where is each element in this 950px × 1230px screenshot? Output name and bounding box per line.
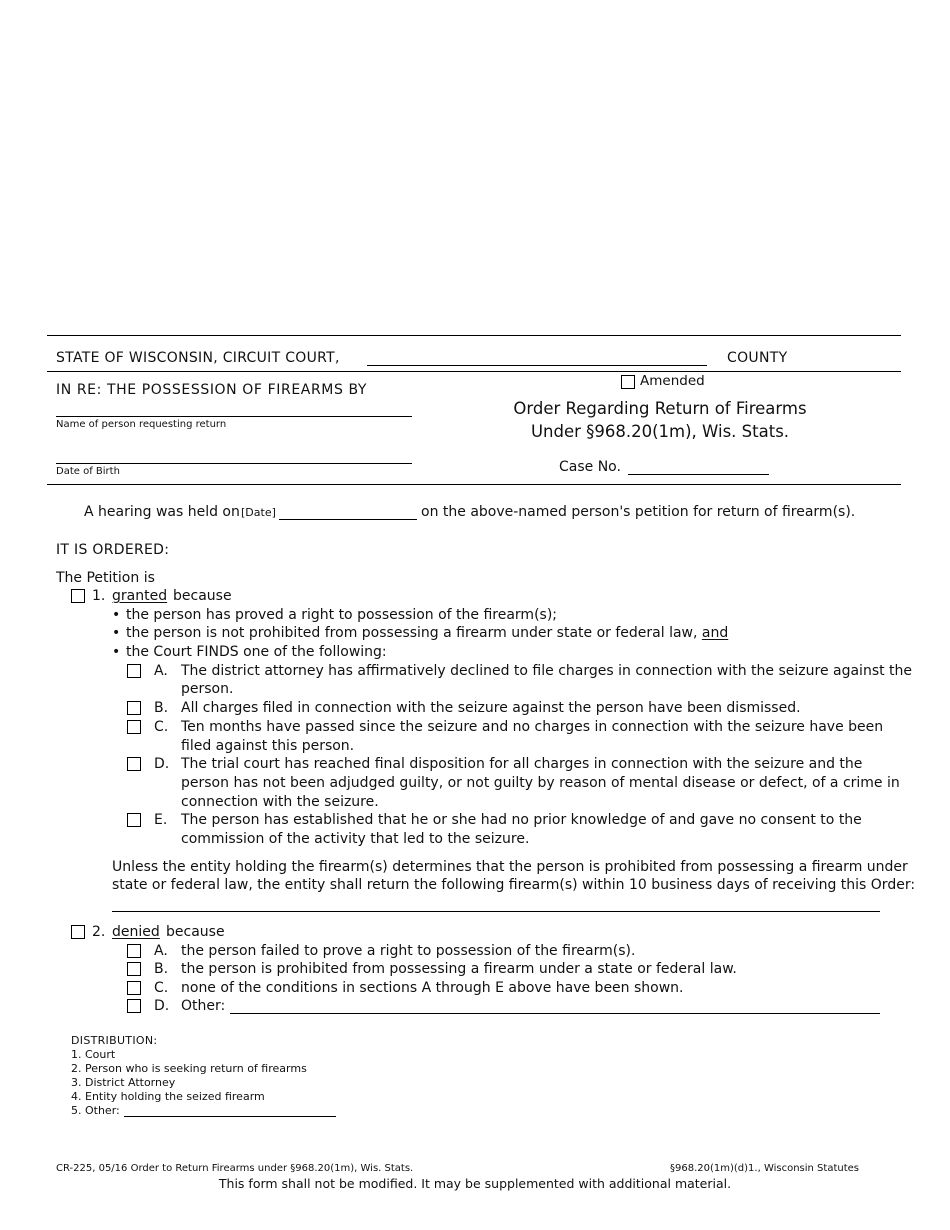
state-court-label: STATE OF WISCONSIN, CIRCUIT COURT, [56, 350, 340, 366]
header-bottom-rule [47, 484, 901, 485]
denied-word: denied [112, 924, 160, 940]
denied-checkbox[interactable] [71, 925, 85, 939]
finding-a-checkbox[interactable] [127, 664, 141, 678]
denied-number: 2. [92, 924, 106, 940]
reason-d-checkbox[interactable] [127, 999, 141, 1013]
finding-d-checkbox[interactable] [127, 757, 141, 771]
bullet-icon: • [112, 644, 121, 660]
finding-b-line-1: All charges filed in connection with the seizure against the person have been dismissed. [181, 700, 801, 716]
petition-is-label: The Petition is [56, 570, 155, 586]
and-word: and [701, 625, 729, 641]
footer-statute: §968.20(1m)(d)1., Wisconsin Statutes [670, 1163, 859, 1174]
reason-c-checkbox[interactable] [127, 981, 141, 995]
reason-b-text: the person is prohibited from possessing a firearm under a state or federal law. [181, 961, 737, 977]
granted-bullet-3: the Court FINDS one of the following: [126, 644, 387, 660]
distribution-item: 1. Court [71, 1048, 116, 1061]
hearing-date-hint: [Date] [241, 506, 276, 519]
granted-bullet-1: the person has proved a right to possession of the firearm(s); [126, 607, 558, 623]
finding-c-line-2: filed against this person. [181, 738, 355, 754]
in-re-label: IN RE: THE POSSESSION OF FIREARMS BY [56, 382, 368, 398]
finding-a-line-1: The district attorney has affirmatively declined to file charges in connection with the seizure against the [181, 663, 913, 679]
distribution-other-field[interactable] [124, 1116, 336, 1117]
person-name-caption: Name of person requesting return [56, 419, 227, 430]
finding-e-line-1: The person has established that he or she had no prior knowledge of and gave no consent to the [181, 812, 862, 828]
dob-caption: Date of Birth [56, 466, 120, 477]
bullet-icon: • [112, 607, 121, 623]
hearing-suffix: on the above-named person's petition for return of firearm(s). [421, 504, 856, 520]
hearing-prefix: A hearing was held on [84, 504, 240, 520]
finding-c-line-1: Ten months have passed since the seizure and no charges in connection with the seizure have been [181, 719, 884, 735]
distribution-item: 2. Person who is seeking return of firearms [71, 1062, 307, 1075]
finding-e-line-2: commission of the activity that led to the seizure. [181, 831, 530, 847]
amended-checkbox[interactable] [621, 375, 635, 389]
form-title-line2: Under §968.20(1m), Wis. Stats. [530, 422, 790, 441]
granted-word: granted [112, 588, 168, 604]
finding-d-letter: D. [154, 756, 170, 772]
reason-c-letter: C. [154, 980, 169, 996]
distribution-item: 4. Entity holding the seized firearm [71, 1090, 265, 1103]
distribution-title: DISTRIBUTION: [71, 1034, 158, 1047]
unless-line-1: Unless the entity holding the firearm(s) determines that the person is prohibited from possessing a firearm under [112, 859, 908, 875]
hearing-date-field[interactable] [279, 519, 417, 520]
distribution-item: 3. District Attorney [71, 1076, 176, 1089]
reason-b-checkbox[interactable] [127, 962, 141, 976]
granted-checkbox[interactable] [71, 589, 85, 603]
finding-e-checkbox[interactable] [127, 813, 141, 827]
case-no-label: Case No. [559, 459, 621, 475]
finding-b-letter: B. [154, 700, 169, 716]
court-name-field[interactable] [367, 365, 707, 366]
finding-a-letter: A. [154, 663, 168, 679]
reason-b-letter: B. [154, 961, 169, 977]
header-top-rule [47, 335, 901, 336]
reason-c-text: none of the conditions in sections A through E above have been shown. [181, 980, 684, 996]
person-name-field[interactable] [56, 416, 412, 417]
firearms-list-field[interactable] [112, 911, 880, 912]
finding-c-letter: C. [154, 719, 169, 735]
reason-d-letter: D. [154, 998, 170, 1014]
it-is-ordered: IT IS ORDERED: [56, 542, 170, 558]
footer-form-id: CR-225, 05/16 Order to Return Firearms under §968.20(1m), Wis. Stats. [56, 1163, 414, 1174]
distribution-item: 5. Other: [71, 1104, 120, 1117]
denied-because: because [166, 924, 225, 940]
reason-a-letter: A. [154, 943, 168, 959]
finding-e-letter: E. [154, 812, 168, 828]
other-reason-field[interactable] [230, 1013, 880, 1014]
finding-d-line-2: person has not been adjudged guilty, or not guilty by reason of mental disease or defect, of a crime in [181, 775, 900, 791]
granted-bullet-2: the person is not prohibited from possessing a firearm under state or federal law, and [126, 625, 729, 641]
form-title-line1: Order Regarding Return of Firearms [513, 399, 807, 418]
finding-d-line-3: connection with the seizure. [181, 794, 379, 810]
finding-d-line-1: The trial court has reached final disposition for all charges in connection with the seizure and the [181, 756, 863, 772]
amended-label: Amended [640, 373, 705, 389]
header-middle-rule [47, 371, 901, 372]
county-label: COUNTY [727, 350, 788, 366]
bullet-icon: • [112, 625, 121, 641]
finding-a-line-2: person. [181, 681, 234, 697]
granted-because: because [173, 588, 232, 604]
reason-a-checkbox[interactable] [127, 944, 141, 958]
dob-field[interactable] [56, 463, 412, 464]
finding-c-checkbox[interactable] [127, 720, 141, 734]
unless-line-2: state or federal law, the entity shall return the following firearm(s) within 10 business days of receiving this Order: [112, 877, 916, 893]
finding-b-checkbox[interactable] [127, 701, 141, 715]
case-no-field[interactable] [628, 474, 769, 475]
granted-number: 1. [92, 588, 106, 604]
reason-d-text: Other: [181, 998, 226, 1014]
reason-a-text: the person failed to prove a right to possession of the firearm(s). [181, 943, 636, 959]
footer-notice: This form shall not be modified. It may be supplemented with additional material. [218, 1176, 732, 1191]
